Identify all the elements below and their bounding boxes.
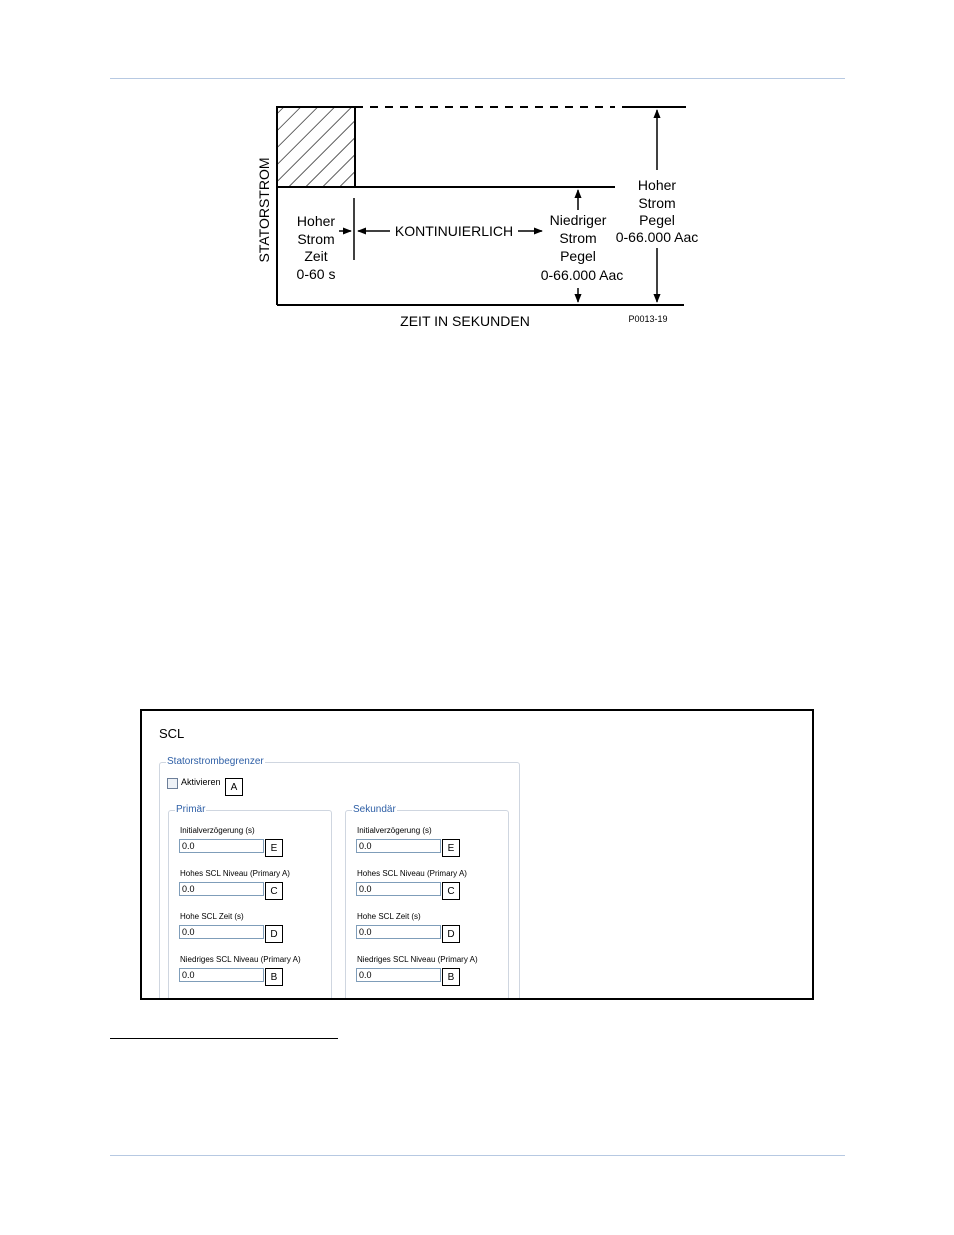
primary-callout-d: D: [265, 925, 283, 943]
primary-low-scl-level-label: Niedriges SCL Niveau (Primary A): [180, 955, 301, 964]
primary-initial-delay-input[interactable]: 0.0: [179, 839, 264, 853]
secondary-initial-delay-input[interactable]: 0.0: [356, 839, 441, 853]
primary-group: [168, 804, 332, 1000]
group-legend: Statorstrombegrenzer: [167, 756, 264, 767]
secondary-callout-c: C: [442, 882, 460, 900]
secondary-callout-d: D: [442, 925, 460, 943]
secondary-high-scl-level-label: Hohes SCL Niveau (Primary A): [357, 869, 467, 878]
high-current-region: [277, 107, 355, 187]
secondary-high-scl-time-input[interactable]: 0.0: [356, 925, 441, 939]
primary-high-scl-time-label: Hohe SCL Zeit (s): [180, 912, 244, 921]
y-axis-label: STATORSTROM: [256, 157, 272, 263]
secondary-callout-b: B: [442, 968, 460, 986]
high-time-line-1: Hoher: [296, 213, 336, 229]
high-level-line-3: Pegel: [639, 212, 675, 228]
low-level-line-4: 0-66.000 Aac: [540, 267, 624, 283]
continuous-label: KONTINUIERLICH: [394, 223, 514, 239]
secondary-high-scl-time-label: Hohe SCL Zeit (s): [357, 912, 421, 921]
primary-initial-delay-label: Initialverzögerung (s): [180, 826, 255, 835]
primary-low-scl-level-input[interactable]: 0.0: [179, 968, 264, 982]
secondary-legend: Sekundär: [353, 804, 396, 815]
low-level-line-3: Pegel: [560, 248, 596, 264]
secondary-callout-e: E: [442, 839, 460, 857]
secondary-group: [345, 804, 509, 1000]
x-axis-label: ZEIT IN SEKUNDEN: [400, 313, 530, 329]
enable-checkbox[interactable]: [167, 778, 178, 789]
scl-settings-panel: [140, 709, 814, 1000]
footnote-rule: [110, 1038, 338, 1039]
primary-high-scl-level-input[interactable]: 0.0: [179, 882, 264, 896]
header-rule: [110, 78, 845, 79]
low-level-line-1: Niedriger: [549, 212, 607, 228]
stator-current-limiter-group: [159, 756, 520, 1000]
high-level-line-4: 0-66.000 Aac: [615, 229, 699, 245]
secondary-initial-delay-label: Initialverzögerung (s): [357, 826, 432, 835]
high-level-line-1: Hoher: [637, 177, 677, 193]
high-level-line-2: Strom: [638, 195, 676, 211]
secondary-low-scl-level-label: Niedriges SCL Niveau (Primary A): [357, 955, 478, 964]
primary-high-scl-level-label: Hohes SCL Niveau (Primary A): [180, 869, 290, 878]
primary-callout-e: E: [265, 839, 283, 857]
primary-legend: Primär: [176, 804, 206, 815]
low-level-line-2: Strom: [559, 230, 597, 246]
secondary-high-scl-level-input[interactable]: 0.0: [356, 882, 441, 896]
secondary-low-scl-level-input[interactable]: 0.0: [356, 968, 441, 982]
scl-diagram: [240, 95, 720, 345]
high-time-line-2: Strom: [297, 231, 335, 247]
primary-callout-b: B: [265, 968, 283, 986]
primary-high-scl-time-input[interactable]: 0.0: [179, 925, 264, 939]
high-time-line-4: 0-60 s: [296, 266, 336, 282]
footer-rule: [110, 1155, 845, 1156]
high-time-line-3: Zeit: [304, 248, 328, 264]
panel-title: SCL: [159, 726, 185, 741]
figure-id: P0013-19: [628, 314, 668, 324]
primary-callout-c: C: [265, 882, 283, 900]
callout-a: A: [225, 778, 243, 796]
enable-label: Aktivieren: [181, 777, 221, 787]
